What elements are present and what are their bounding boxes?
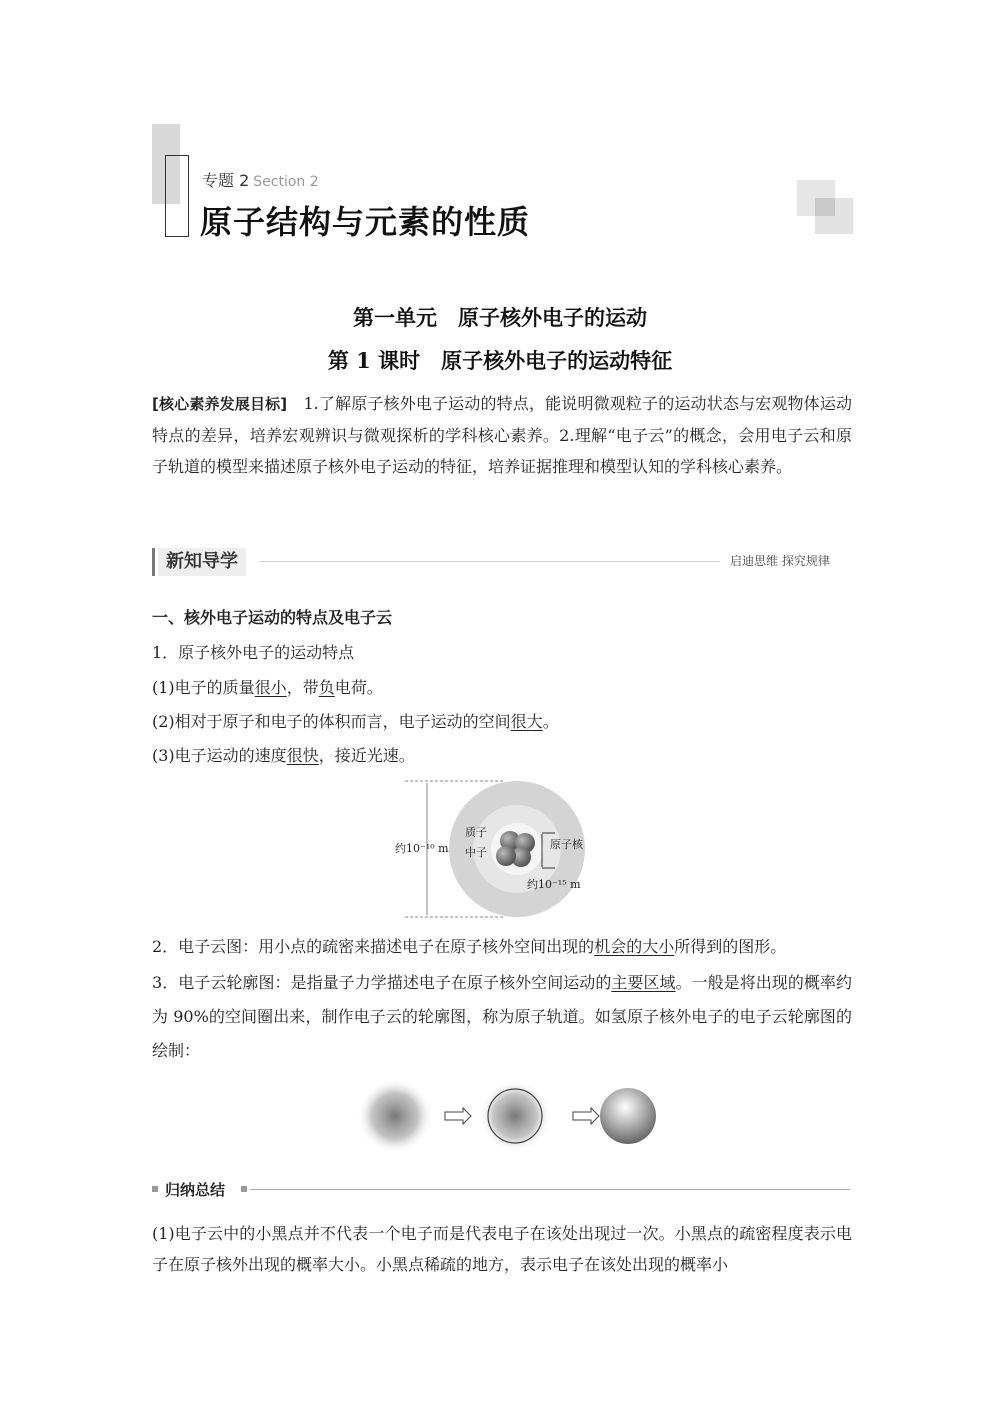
decor-square-overlap	[815, 198, 835, 216]
proton-label: 质子	[465, 826, 487, 839]
item1-3	[152, 743, 415, 766]
summary-divider	[250, 1189, 850, 1190]
answer-underline: 很小	[254, 678, 287, 697]
answer-underline: 机会的大小	[594, 937, 675, 956]
atom-structure-figure	[395, 778, 605, 920]
text: 2．电子云图：用小点的疏密来描述电子在原子核外空间出现的	[152, 937, 595, 956]
lesson-title: 第 1 课时 原子核外电子的运动特征	[327, 348, 673, 373]
answer-underline: 主要区域	[611, 973, 676, 992]
section-bar-divider	[260, 561, 720, 562]
summary-text: (1)电子云中的小黑点并不代表一个电子而是代表电子在该处出现过一次。小黑点的疏密程度表示电子在原子核外出现的概率大小。小黑点稀疏的地方，表示电子在该处出现的概率小	[152, 1224, 852, 1274]
text: ，接近光速。	[318, 746, 415, 765]
part-heading: 一、核外电子运动的特点及电子云	[152, 608, 393, 627]
unit-title: 第一单元 原子核外电子的运动	[353, 305, 647, 330]
item1-1	[152, 675, 383, 698]
header-decoration-frame	[165, 155, 189, 237]
answer-underline: 负	[318, 678, 335, 697]
item2	[152, 931, 852, 962]
text: ，带	[286, 678, 319, 697]
text: (2)相对于原子和电子的体积而言，电子运动的空间	[152, 712, 511, 731]
summary-label: 归纳总结	[165, 1181, 226, 1199]
section-bar-accent	[152, 548, 155, 576]
nucleus-label: 原子核	[550, 838, 583, 851]
core-goals	[152, 388, 852, 482]
item1-2	[152, 709, 559, 732]
nucleus-size-label: 约10⁻¹⁵ m	[527, 878, 581, 891]
text: 。一般是将出现的概率约为 90%的空间圈出来，制作电子云的轮廓图，称为原子轨道。如氢原子核外电子的电子云轮廓图的绘制：	[152, 973, 852, 1060]
electron-cloud-diagram-icon	[345, 1078, 665, 1158]
item3	[152, 966, 852, 1068]
text: (3)电子运动的速度	[152, 746, 287, 765]
item1-title: 1．原子核外电子的运动特点	[152, 643, 355, 662]
text: 3．电子云轮廓图：是指量子力学描述电子在原子核外空间运动的	[152, 973, 612, 992]
atom-size-label: 约10⁻¹⁰ m	[395, 842, 449, 855]
neutron-label: 中子	[465, 846, 487, 859]
section-cn: 专题 2	[202, 171, 250, 190]
chapter-title: 原子结构与元素的性质	[200, 203, 531, 241]
answer-underline: 很快	[286, 746, 319, 765]
goal-text: 1.了解原子核外电子运动的特点，能说明微观粒子的运动状态与宏观物体运动特点的差异，培养宏观辨识与微观探析的学科核心素养。2.理解“电子云”的概念，会用电子云和原子轨道的模型来描述原子核外电子运动的特征，培养证据推理和模型认知的学科核心素养。	[152, 394, 852, 476]
electron-cloud-figure	[345, 1078, 665, 1158]
answer-underline: 很大	[510, 712, 543, 731]
section-bar-label: 新知导学	[158, 548, 246, 576]
summary-marker	[152, 1186, 158, 1192]
section-label	[202, 168, 319, 191]
text: (1)电子的质量	[152, 678, 255, 697]
goal-tag: [核心素养发展目标]	[152, 395, 288, 413]
text: 所得到的图形。	[674, 937, 787, 956]
summary-marker	[241, 1186, 247, 1192]
text: 电荷。	[334, 678, 383, 697]
section-en: Section 2	[253, 174, 319, 190]
section-bar-subtitle: 启迪思维 探究规律	[730, 554, 830, 568]
text: 。	[542, 712, 559, 731]
